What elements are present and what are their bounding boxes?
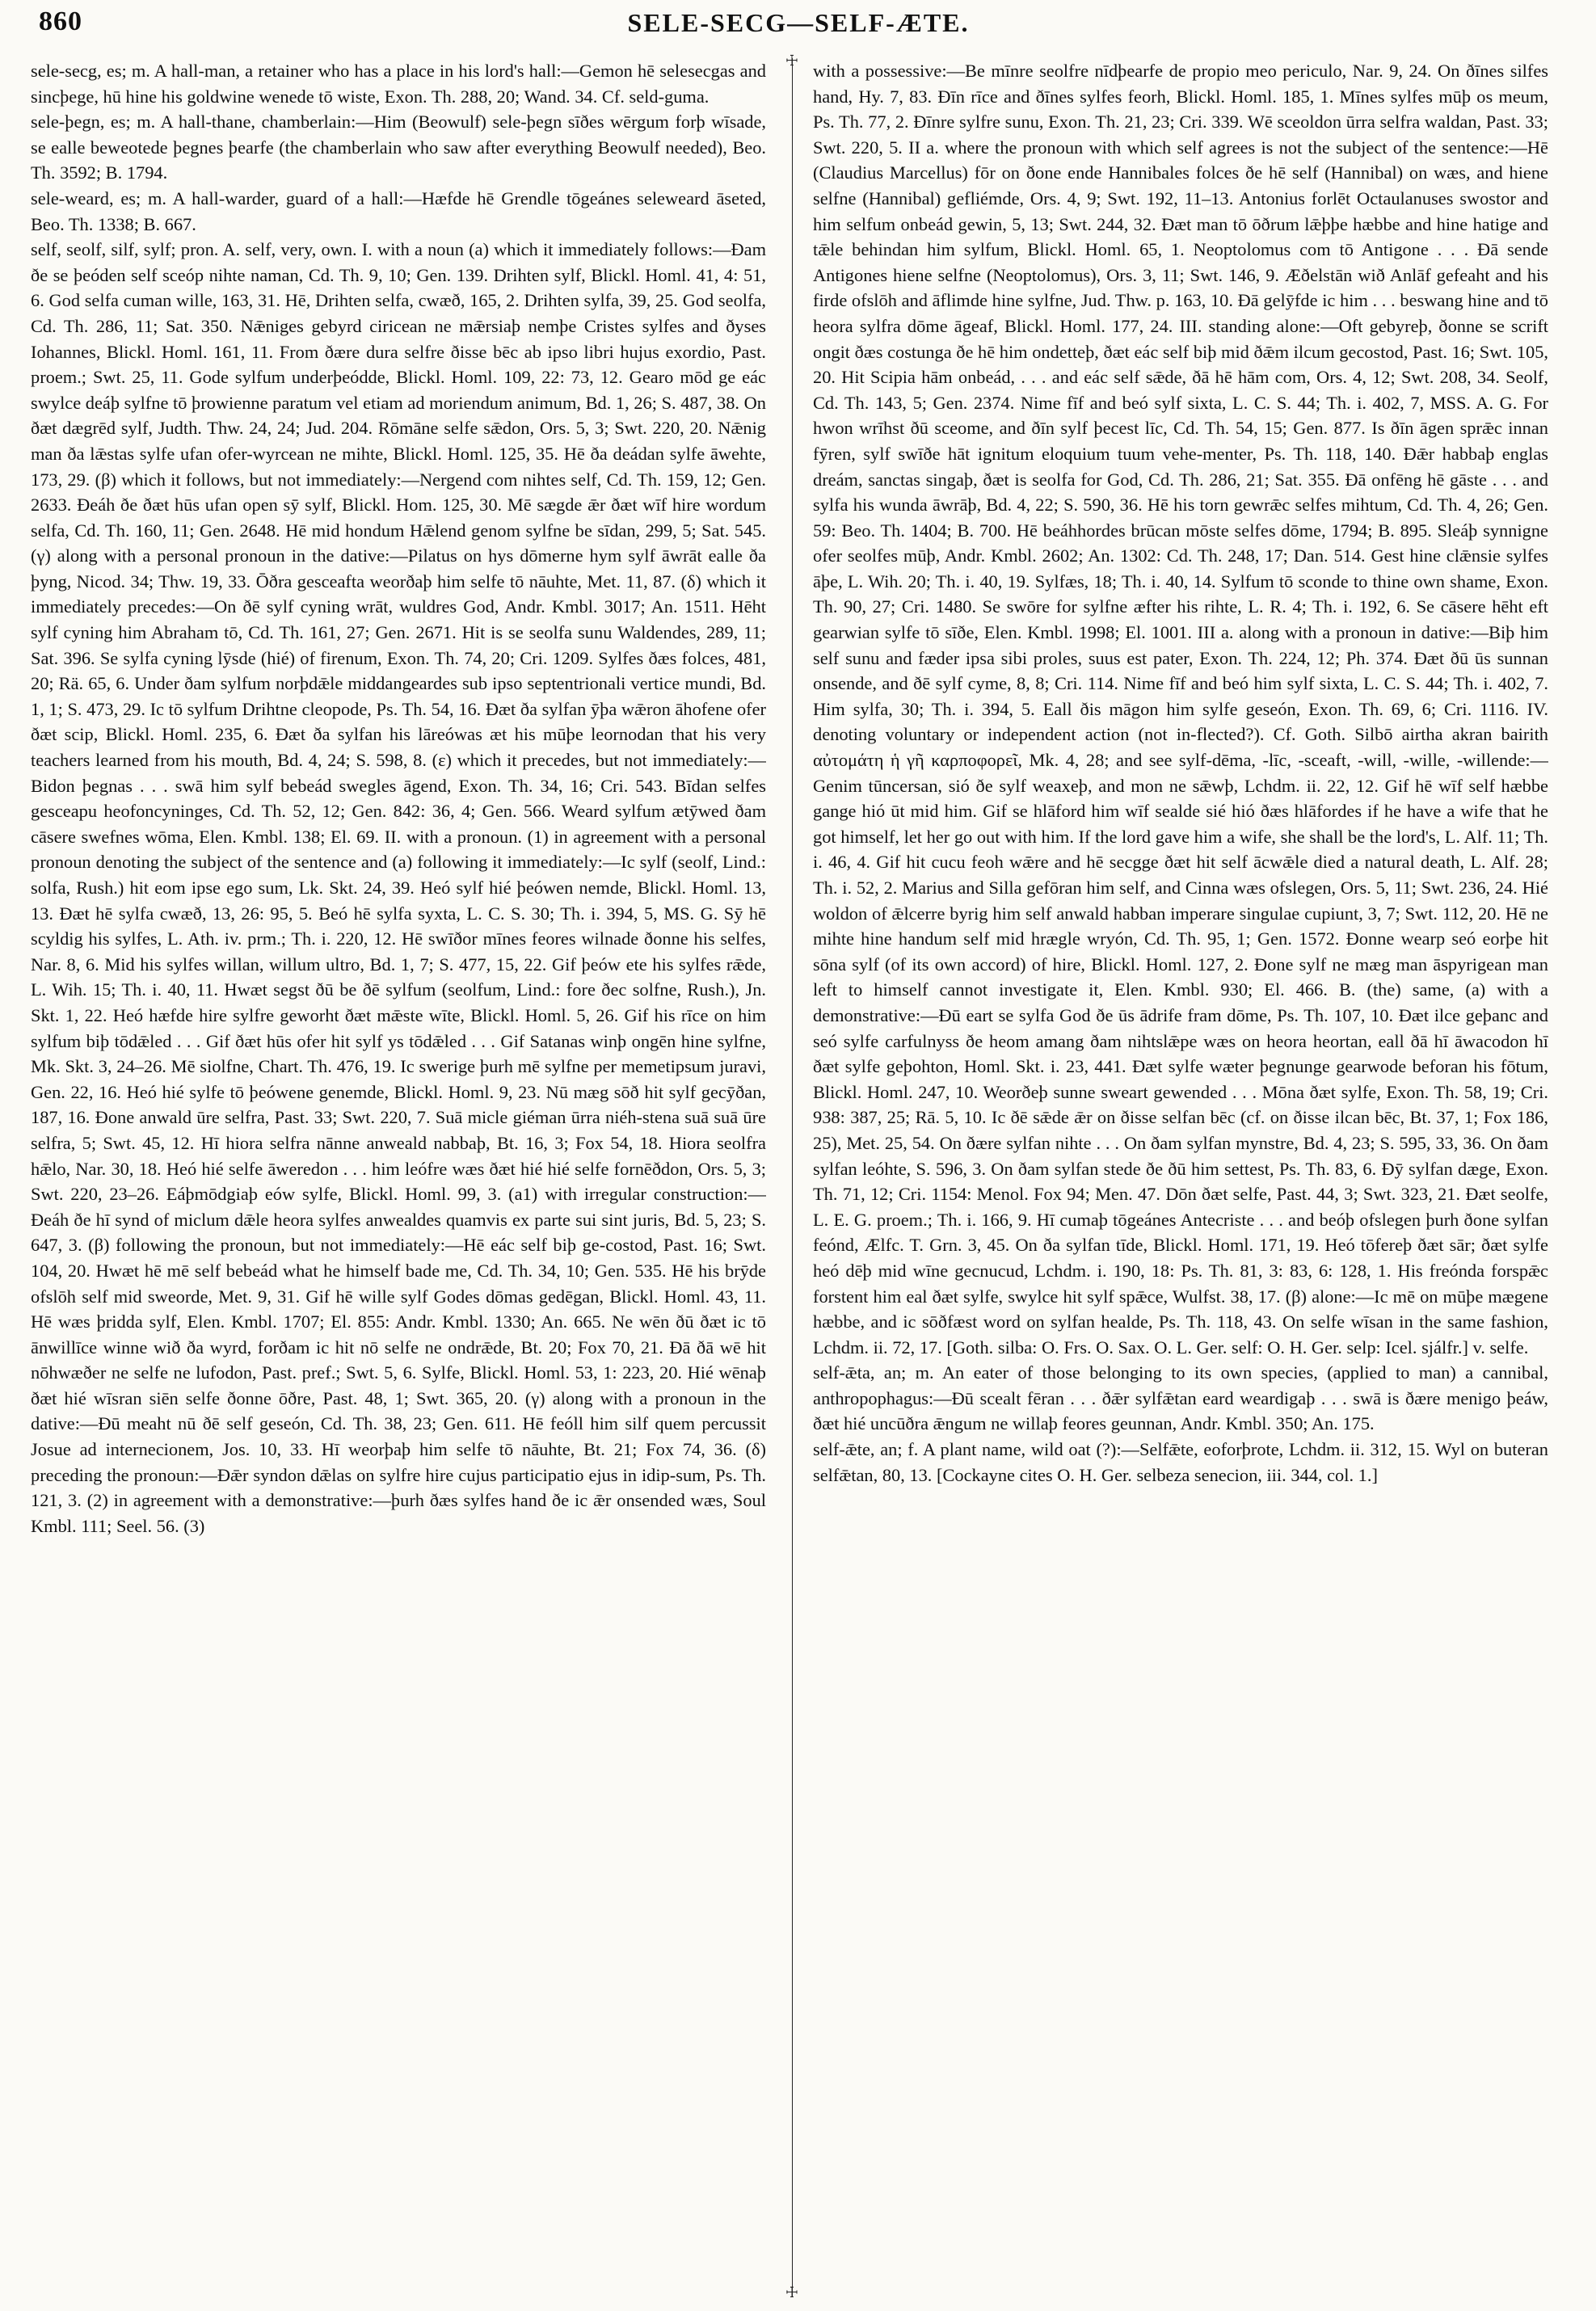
entry-self-aeta: self-ǣta, an; m. An eater of those belonging to its own species, (applied to man) a cannibal, anthropophagus:—Ðū scealt fēran . . . ðǣr sylfǣtan eard weardigaþ . . . swā is ðære menigo þeáw, ðæt hié uncūðra ǣngum ne willaþ feores geunnan, Andr. Kmbl. 350; An. 175. xyxy=(813,1362,1548,1434)
entry-sele-weard: sele-weard, es; m. A hall-warder, guard of a hall:—Hæfde hē Grendle tōgeánes seleweard āseted, Beo. Th. 1338; B. 667. xyxy=(31,187,766,234)
column-divider xyxy=(792,58,793,2296)
entry-sele-thegn: sele-þegn, es; m. A hall-thane, chamberlain:—Him (Beowulf) sele-þegn sīðes wērgum forþ wīsade, se ealle beweotede þegnes þearfe (the chamberlain who saw after everything Beowulf needed), Beo. Th. 3592; B. 1794. xyxy=(31,112,766,183)
entry-sele-secg: sele-secg, es; m. A hall-man, a retainer who has a place in his lord's hall:—Gemon hē selesecgas and sincþege, hū hine his goldwine wenede tō wiste, Exon. Th. 288, 20; Wand. 34. Cf. seld-guma. xyxy=(31,61,766,107)
divider-ornament-bottom-icon: ☩ xyxy=(785,2284,799,2300)
running-title: SELE-SECG—SELF-ÆTE. xyxy=(627,8,970,37)
entry-self: self, seolf, silf, sylf; pron. A. self, very, own. I. with a noun (a) which it immediately follows:—Ðam ðe se þeóden self sceóp nihte naman, Cd. Th. 9, 10; Gen. 139. Drihten sylf, Blickl. Homl. 41, 4: 51, 6. God selfa cuman wille, 163, 31. Hē, Drihten selfa, cwæð, 165, 2. Drihten sylfa, 39, 25. God seolfa, Cd. Th. 286, 11; Sat. 350. Nǣniges gebyrd ciricean ne mǣrsiaþ nemþe Cristes sylfes and ðyses Iohannes, Blickl. Homl. 161, 11. From ðære dura selfre ðisse bēc ab ipso libri hujus exordio, Past. proem.; Swt. 25, 11. Gode sylfum underþeódde, Blickl. Homl. 109, 22: 73, 12. Gearo mōd ge eác swylce deáþ sylfne tō þrowienne paratum vel etiam ad moriendum animum, Bd. 1, 26; S. 487, 38. On ðæt dægrēd sylf, Judth. Thw. 24, 24; Jud. 204. Rōmāne selfe sǣdon, Ors. 5, 3; Swt. 220, 20. Nǣnig man ða lǣstas sylfe ufan ofer-wyrcean ne mihte, Blickl. Homl. 125, 35. Hē ða deádan sylfe āwehte, 173, 29. (β) which it follows, but not immediately:—Nergend com nihtes self, Cd. Th. 159, 12; Gen. 2633. Ðeáh ðe ðæt hūs ufan open sȳ sylf, Blickl. Hom. 125, 30. Mē sægde ǣr ðæt wīf hire wordum selfa, Cd. Th. 160, 11; Gen. 2648. Hē mid hondum Hǣlend genom sylfne be sīdan, 299, 5; Sat. 545. (γ) along with a personal pronoun in the dative:—Pilatus on hys dōmerne hym sylf āwrāt ealle ða þyng, Nicod. 34; Thw. 19, 33. Ōðra gesceafta weorðaþ him selfe tō nāuhte, Met. 11, 87. (δ) which it immediately precedes:—On ðē sylf cyning wrāt, wuldres God, Andr. Kmbl. 3017; An. 1511. Hēht sylf cyning him Abraham tō, Cd. Th. 161, 27; Gen. 2671. Hit is se seolfa sunu Waldendes, 289, 11; Sat. 396. Se sylfa cyning lȳsde (hié) of firenum, Exon. Th. 74, 20; Cri. 1209. Sylfes ðæs folces, 481, 20; Rä. 65, 6. Under ðam sylfum norþdǣle middangeardes sub ipso septentrionali vertice mundi, Bd. 1, 1; S. 473, 29. Ic tō sylfum Drihtne cleopode, Ps. Th. 54, 16. Ðæt ða sylfan ȳþa wǣron āhofene ofer ðæt scip, Blickl. Homl. 235, 6. Ðæt ða sylfan his lāreówas æt his mūþe leornodan that his very teachers learned from his mouth, Bd. 4, 24; S. 598, 8. (ε) which it precedes, but not immediately:—Bidon þegnas . . . swā him sylf bebeád swegles āgend, Exon. Th. 34, 16; Cri. 543. Bīdan selfes gesceapu heofoncyninges, Cd. Th. 52, 12; Gen. 842: 36, 4; Gen. 566. Weard sylfum ætȳwed ðam cāsere swefnes wōma, Elen. Kmbl. 138; El. 69. II. with a pronoun. (1) in agreement with a personal pronoun denoting the subject of the sentence and (a) following it immediately:—Ic sylf (seolf, Lind.: solfa, Rush.) hit eom ipse ego sum, Lk. Skt. 24, 39. Heó sylf hié þeówen nemde, Blickl. Homl. 13, 13. Ðæt hē sylfa cwæð, 13, 26: 95, 5. Beó hē sylfa syxta, L. C. S. 30; Th. i. 394, 5, MS. G. Sȳ hē scyldig his sylfes, L. Ath. iv. prm.; Th. i. 220, 12. Hē swīðor mīnes feores wilnade ðonne his selfes, Nar. 8, 6. Mid his sylfes willan, willum ultro, Bd. 1, 7; S. 477, 15, 22. Gif þeów ete his sylfes rǣde, L. Wih. 15; Th. i. 40, 11. Hwæt segst ðū be ðē sylfum (seolfum, Lind.: fore ðec solfne, Rush.), Jn. Skt. 1, 22. Heó hæfde hire sylfre geworht ðæt mǣste wīte, Blickl. Homl. 5, 26. Gif his rīce on him sylfum biþ tōdǣled . . . Gif ðæt hūs ofer hit sylf ys tōdǣled . . . Gif Satanas winþ ongēn hine sylfne, Mk. Skt. 3, 24–26. Mē siolfne, Chart. Th. 476, 19. Ic swerige þurh mē sylfne per memetipsum juravi, Gen. 22, 16. Heó hié sylfe tō þeówene genemde, Blickl. Homl. 9, 23. Nū mæg sōð hit sylf gecȳðan, 187, 16. Ðone anwald ūre selfra, Past. 33; Swt. 220, 7. Suā micle giéman ūrra niéh-stena suā suā ūre selfra, 5; Swt. 45, 12. Hī hiora selfra nānne anweald nabbaþ, Bt. 16, 3; Fox 54, 18. Hiora seolfra hǣlo, Nar. 30, 18. Heó hié selfe āweredon . . . him leófre wæs ðæt hié hié selfe fornēðdon, Ors. 5, 3; Swt. 220, 23–26. Eáþmōdgiaþ eów sylfe, Blickl. Homl. 99, 3. (a1) with irregular construction:—Ðeáh ðe hī synd of miclum dǣle heora sylfes anwealdes quamvis ex parte sui sint juris, Bd. 5, 23; S. 647, 3. (β) following the pronoun, but not immediately:—Hē eác self biþ ge-costod, Past. 16; Swt. 104, 20. Hwæt hē mē self bebeád what he himself bade me, Cd. Th. 34, 10; Gen. 535. Hē his brȳde ofslōh self mid sweorde, Met. 9, 31. Gif hē wille sylf Godes dōmas gedēgan, Blickl. Homl. 43, 11. Hē wæs þridda sylf, Elen. Kmbl. 1707; El. 855: Andr. Kmbl. 1330; An. 665. Ne wēn ðū ðæt ic tō ānwillīce winne wið ða wyrd, forðam ic hit nō selfe ne ondrǣde, Bt. 20; Fox 70, 21. Ðā ðā wē hit nōhwæðer ne selfe ne lufodon, Past. pref.; Swt. 5, 6. Sylfe, Blickl. Homl. 53, 1: 223, 20. Hié wēnaþ ðæt hié wīsran siēn selfe ðonne ōðre, Past. 48, 1; Swt. 365, 20. (γ) along with a pronoun in the dative:—Ðū meaht nū ðē self geseón, Cd. Th. 38, 23; Gen. 611. Hē feóll him silf quem percussit Josue ad internecionem, Jos. 10, 33. Hī weorþaþ him selfe tō nāuhte, Bt. 21; Fox 74, 36. (δ) preceding the pronoun:—Ðǣr syndon dǣlas on sylfre hire cujus participatio ejus in idip-sum, Ps. Th. 121, 3. (2) in agreement with a demonstrative:—þurh ðæs sylfes hand ðe ic ǣr onsended wæs, Soul Kmbl. 111; Seel. 56. (3) xyxy=(31,239,766,1536)
right-column xyxy=(813,58,1548,2296)
page-header xyxy=(39,0,1558,48)
left-column xyxy=(31,58,766,2296)
page-number: 860 xyxy=(39,6,82,36)
entry-self-aete: self-ǣte, an; f. A plant name, wild oat (?):—Selfǣte, eoforþrote, Lchdm. ii. 312, 15. Wyl on buteran selfǣtan, 80, 13. [Cockayne cites O. H. Ger. selbeza senecion, iii. 344, col. 1.] xyxy=(813,1439,1548,1485)
divider-ornament-top-icon: ☩ xyxy=(785,53,799,69)
entry-self-continued: with a possessive:—Be mīnre seolfre nīdþearfe de propio meo periculo, Nar. 9, 24. On ðīnes silfes hand, Hy. 7, 83. Ðīn rīce and ðīnes sylfes feorh, Blickl. Homl. 185, 1. Mīnes sylfes mūþ os meum, Ps. Th. 77, 2. Ðīnre sylfre sunu, Exon. Th. 21, 23; Cri. 339. Wē sceoldon ūrra selfra waldan, Past. 33; Swt. 220, 5. II a. where the pronoun with which self agrees is not the subject of the sentence:—Hē (Claudius Marcellus) fōr on ðone ende Hannibales folces ðe hē self (Hannibal) on wæs, and hiene selfne (Hannibal) gefliémde, Ors. 4, 9; Swt. 192, 11–13. Antonius forlēt Octaulanuses swostor and him selfum onbeád gewin, 5, 13; Swt. 244, 32. Ðæt man tō ōðrum lǣþþe hæbbe and hine hatige and tǣle behindan him sylfum, Blickl. Homl. 65, 1. Neoptolomus com tō Antigone . . . Ðā sende Antigones hiene selfne (Neoptolomus), Ors. 3, 11; Swt. 146, 9. Æðelstān wið Anlāf gefeaht and his firde ofslōh and āflimde hine sylfne, Jud. Thw. p. 163, 10. Ðā gelȳfde ic him . . . beswang hine and tō heora sylfra dōme āgeaf, Blickl. Homl. 177, 24. III. standing alone:—Oft gebyreþ, ðonne se scrift ongit ðæs costunga ðe hē him ondetteþ, ðæt eác self biþ mid ðǣm ilcum gecostod, Past. 16; Swt. 105, 20. Hit Scipia hām onbeád, . . . and eác self sǣde, ðā hē hām com, Ors. 4, 12; Swt. 208, 34. Seolf, Cd. Th. 143, 5; Gen. 2374. Nime fīf and beó sylf sixta, L. C. S. 44; Th. i. 402, 7, MSS. A. G. For hwon wrīhst ðū sceome, and ðīn sylf þecest līc, Cd. Th. 54, 15; Gen. 877. Is ðīn āgen sprǣc innan fȳren, sylf swīðe hāt ignitum eloquium tuum vehe-menter, Ps. Th. 118, 140. Ðǣr habbaþ englas dreám, sanctas singaþ, ðæt is seolfa for God, Cd. Th. 286, 21; Sat. 355. Ðā onfēng hē gāste . . . and sylfa his wunda āwrāþ, Bd. 4, 22; S. 590, 36. Hē his torn gewrǣc selfes mihtum, Cd. Th. 4, 26; Gen. 59: Beo. Th. 1404; B. 700. Hē beáhhordes brūcan mōste selfes dōme, 1794; B. 895. Sleáþ synnigne ofer seolfes mūþ, Andr. Kmbl. 2602; An. 1302: Cd. Th. 248, 17; Dan. 514. Gest hine clǣnsie sylfes āþe, L. Wih. 20; Th. i. 40, 19. Sylfæs, 18; Th. i. 40, 14. Sylfum tō sconde to thine own shame, Exon. Th. 90, 27; Cri. 1480. Se swōre for sylfne æfter his rihte, L. R. 4; Th. i. 192, 6. Se cāsere hēht eft gearwian sylfe tō sīðe, Elen. Kmbl. 1998; El. 1001. III a. along with a pronoun in dative:—Biþ him self sunu and fæder ipsa sibi proles, suus est pater, Exon. Th. 224, 12; Ph. 374. Ðæt ðū ūs sunnan onsende, and ðē sylf cyme, 8, 8; Cri. 114. Nime fīf and beó him sylf sixta, L. C. S. 44; Th. i. 402, 7. Him sylfa, 30; Th. i. 394, 5. Eall ðis māgon him sylfe geseón, Exon. Th. 69, 6; Cri. 1116. IV. denoting voluntary or independent action (not in-flected?). Cf. Goth. Silbō airtha akran bairith αὐτομάτη ἡ γῆ καρποφορεῖ, Mk. 4, 28; and see sylf-dēma, -līc, -sceaft, -will, -wille, -willende:—Genim tūncersan, sió ðe sylf weaxeþ, and mon ne sǣwþ, Lchdm. ii. 22, 12. Gif hē wīf self hæbbe gange hió ūt mid him. Gif se hlāford him wīf sealde sié hió ðæs hlāfordes if he have a wife that he got himself, let her go out with him. If the lord gave him a wife, she shall be the lord's, L. Alf. 11; Th. i. 46, 4. Gif hit cucu feoh wǣre and hē secgge ðæt hit self ācwǣle died a natural death, L. Alf. 28; Th. i. 52, 2. Marius and Silla gefōran him self, and Cinna wæs ofslegen, Ors. 5, 11; Swt. 236, 24. Hié woldon of ǣlcerre byrig him self anwald habban imperare singulae cupiunt, 3, 7; Swt. 112, 20. Hē ne mihte hine handum self mid hrægle wryón, Cd. Th. 95, 1; Gen. 1572. Ðonne wearp seó eorþe hit sōna sylf (of its own accord) of hire, Blickl. Homl. 127, 2. Ðone sylf ne mæg man āspyrigean man left to himself cannot investigate it, Elen. Kmbl. 930; El. 466. B. (the) same, (a) with a demonstrative:—Ðū eart se sylfa God ðe ūs ādrife fram dōme, Ps. Th. 107, 10. Ðæt ilce geþanc and seó sylfe carfulnyss ðe heom amang ðam nihtslǣpe wæs on heora heortan, eall ðā hī āwacodon hī ðæt sylfe geþohton, Homl. Skt. i. 23, 441. Ðæt sylfe wæter þegnunge gearwode beforan his fōtum, Blickl. Homl. 247, 10. Weorðeþ sunne sweart gewended . . . Mōna ðæt sylfe, Exon. Th. 58, 19; Cri. 938: 387, 25; Rā. 5, 10. Ic ðē sǣde ǣr on ðisse selfan bēc (cf. on ðisse ilcan bēc, Bt. 37, 1; Fox 186, 25), Met. 25, 54. On ðære sylfan nihte . . . On ðam sylfan mynstre, Bd. 4, 23; S. 595, 33, 36. On ðam sylfan leóhte, S. 596, 3. On ðam sylfan stede ðe ðū him settest, Ps. Th. 83, 6. Ðȳ sylfan dæge, Exon. Th. 71, 12; Cri. 1154: Menol. Fox 94; Men. 47. Dōn ðæt selfe, Past. 44, 3; Swt. 323, 21. Ðæt seolfe, L. E. G. proem.; Th. i. 166, 9. Hī cumaþ tōgeánes Antecriste . . . and beóþ ofslegen þurh ðone sylfan feónd, Ælfc. T. Grn. 3, 45. On ða sylfan tīde, Blickl. Homl. 171, 19. Heó tōfereþ ðæt sār; ðæt sylfe heó dēþ mid wīne gecnucud, Lchdm. i. 190, 18: Ps. Th. 81, 3: 83, 6: 128, 1. His freónda forspǣc forstent him eal ðæt sylfe, swylce hit sylf spǣce, Wulfst. 38, 17. (β) alone:—Ic mē on mūþe mægene hæbbe, and ic sōðfæst word on sylfan healde, Ps. Th. 118, 43. On selfe wīsan in the same fashion, Lchdm. ii. 72, 17. [Goth. silba: O. Frs. O. Sax. O. L. Ger. self: O. H. Ger. selp: Icel. sjálfr.] v. selfe. xyxy=(813,61,1548,1358)
